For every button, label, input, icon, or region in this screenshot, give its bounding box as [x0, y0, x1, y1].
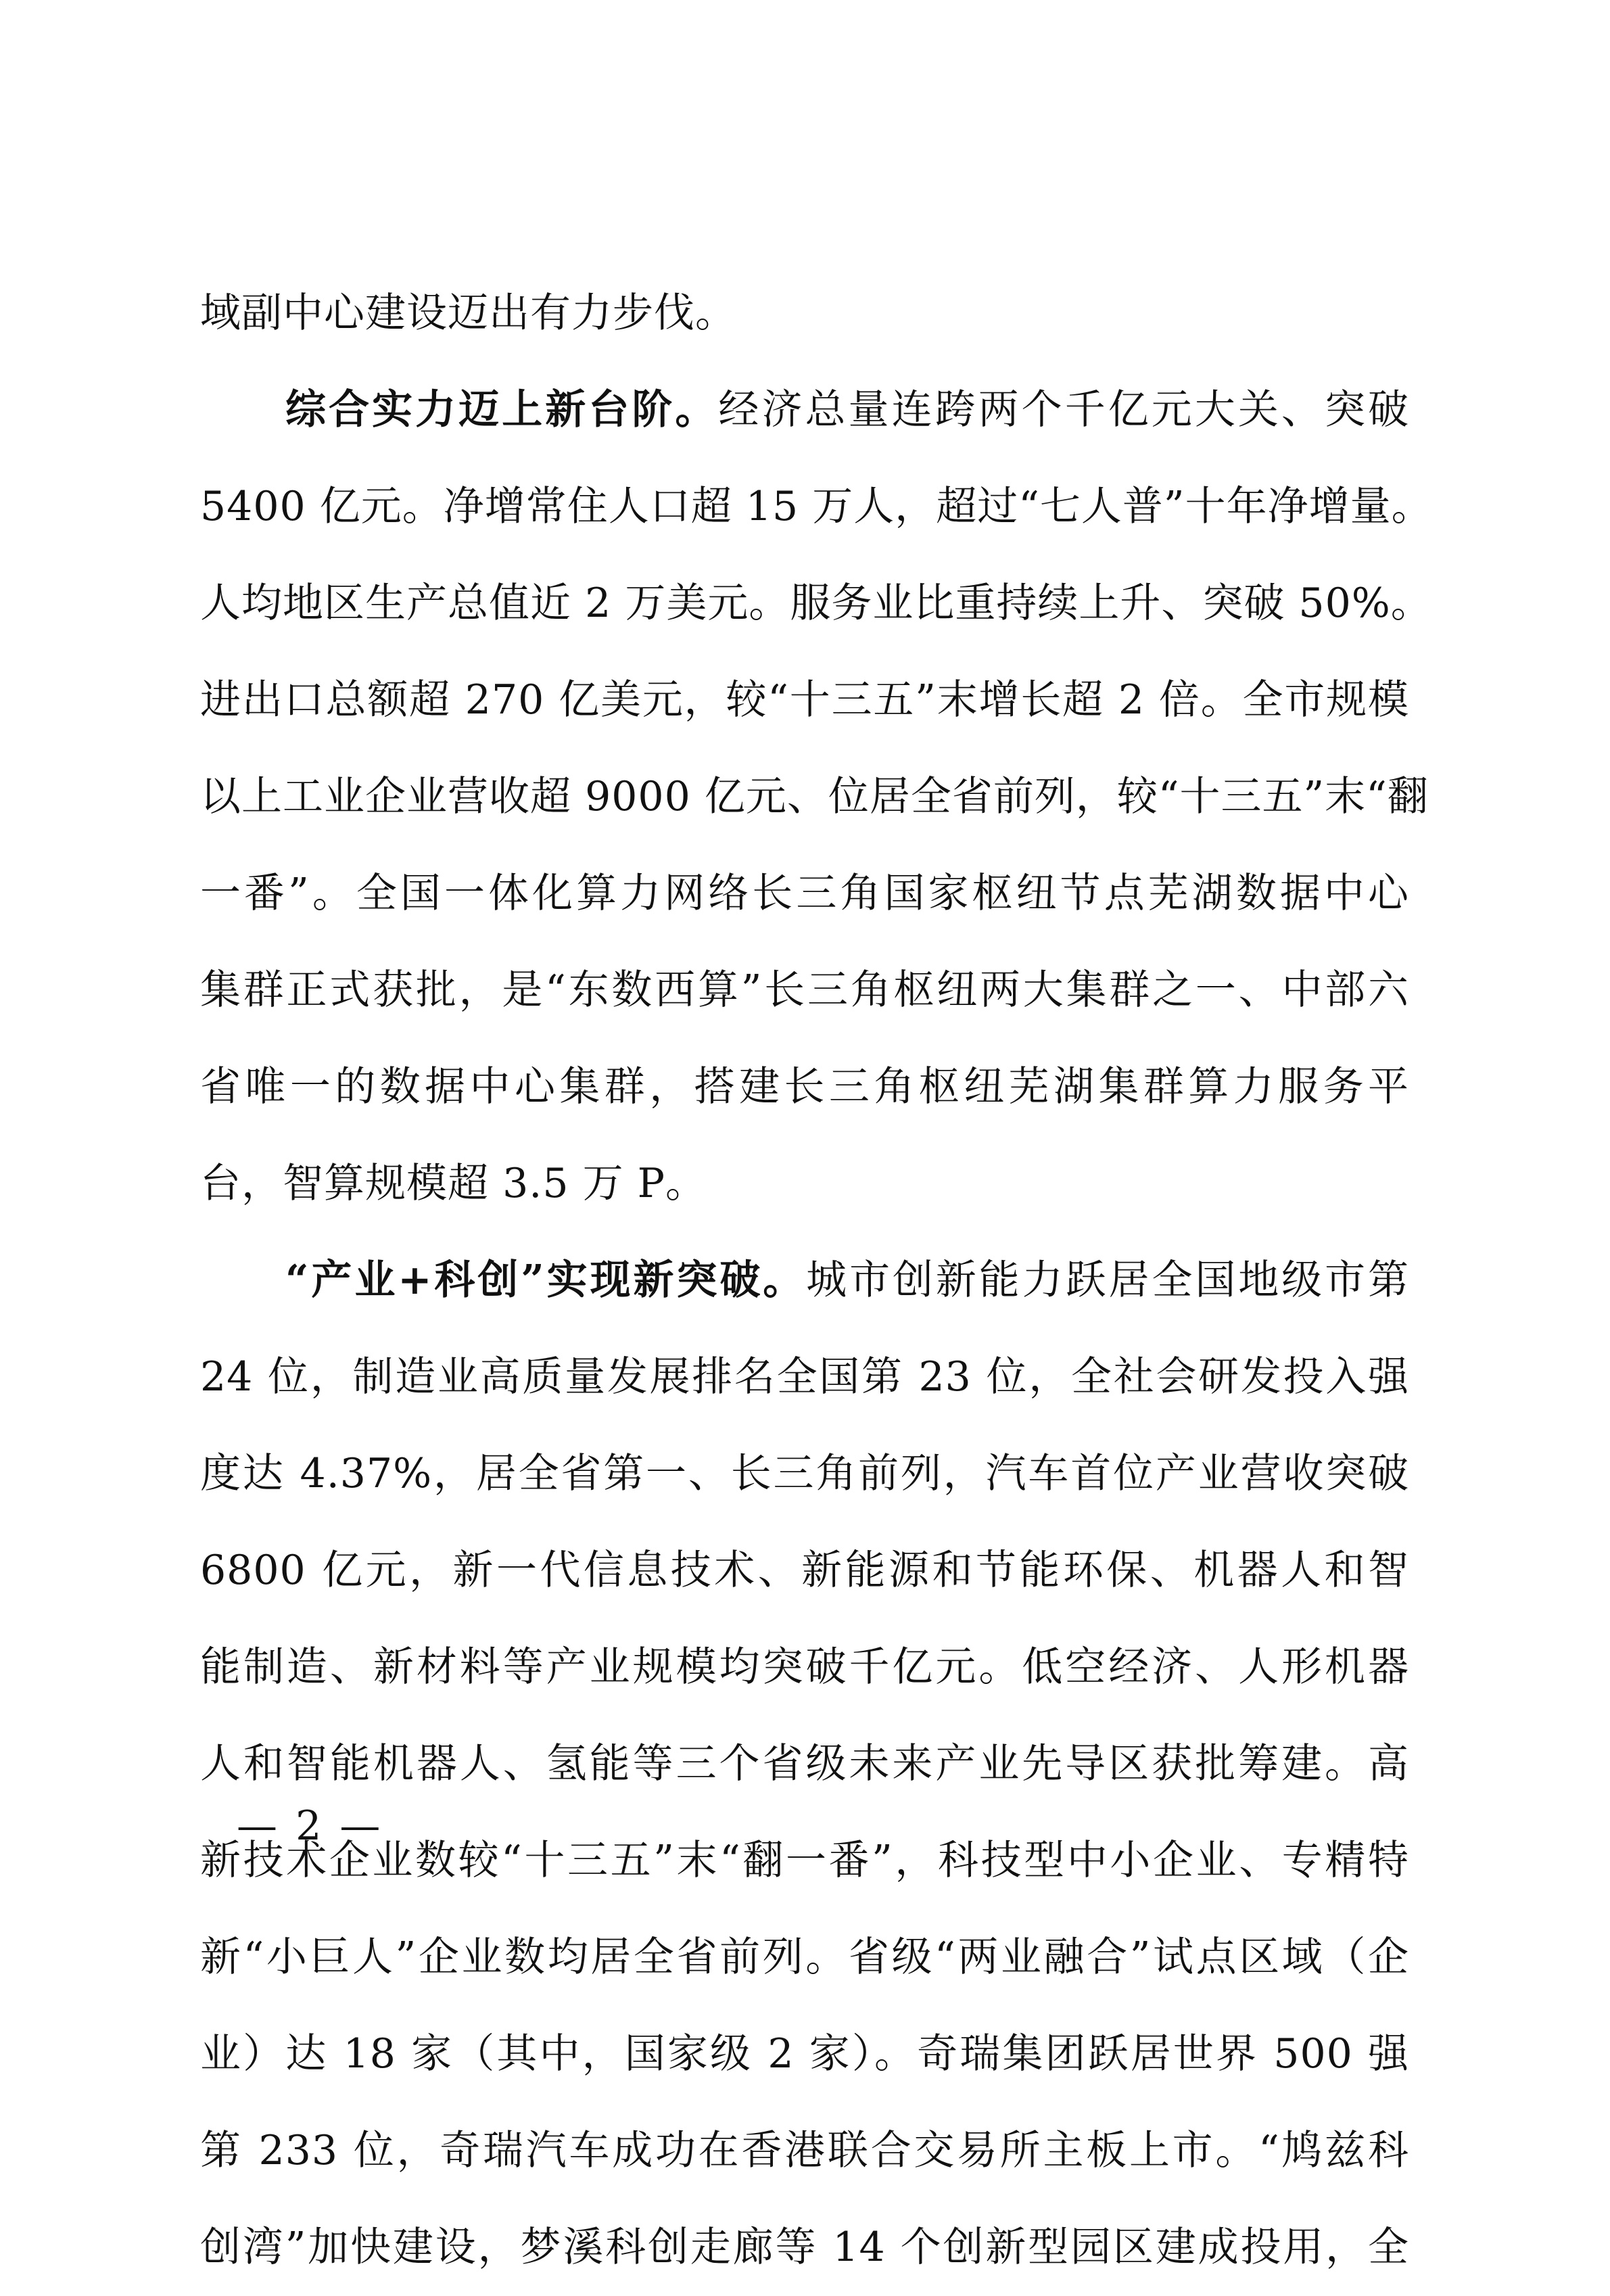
text-line: 域副中心建设迈出有力步伐。 — [200, 289, 736, 337]
text-line: 省唯一的数据中心集群，搭建长三角枢纽芜湖集群算力服务平 — [200, 1063, 1409, 1110]
text-segment: 经济总量连跨两个千亿元大关、突破 — [718, 386, 1410, 434]
paragraph-continuation — [200, 265, 1409, 362]
paragraph-heading: “产业+科创”实现新突破。 — [285, 1257, 807, 1304]
text-line: 新技术企业数较“十三五”末“翻一番”，科技型中小企业、专精特 — [200, 1837, 1409, 1884]
text-line: 6800 亿元，新一代信息技术、新能源和节能环保、机器人和智 — [200, 1547, 1409, 1594]
text-line: 5400 亿元。净增常住人口超 15 万人，超过“七人普”十年净增量。 — [200, 483, 1433, 530]
text-line: 以上工业企业营收超 9000 亿元、位居全省前列，较“十三五”末“翻 — [200, 773, 1429, 820]
text-line: 台，智算规模超 3.5 万 P。 — [200, 1160, 707, 1207]
text-line — [200, 362, 1409, 459]
text-line: 一番”。全国一体化算力网络长三角国家枢纽节点芜湖数据中心 — [200, 870, 1409, 917]
paragraph-heading: 综合实力迈上新台阶。 — [285, 386, 719, 434]
text-line: 新“小巨人”企业数均居全省前列。省级“两业融合”试点区域（企 — [200, 1934, 1409, 1981]
text-line: 度达 4.37%，居全省第一、长三角前列，汽车首位产业营收突破 — [200, 1450, 1409, 1497]
paragraph-comprehensive-strength — [200, 362, 1433, 1232]
paragraph-industry-innovation — [200, 1232, 1409, 2296]
page-number: — 2 — — [237, 1802, 383, 1850]
text-line: 集群正式获批，是“东数西算”长三角枢纽两大集群之一、中部六 — [200, 966, 1409, 1014]
text-line: 能制造、新材料等产业规模均突破千亿元。低空经济、人形机器 — [200, 1643, 1409, 1691]
text-line: 第 233 位，奇瑞汽车成功在香港联合交易所主板上市。“鸠兹科 — [200, 2127, 1409, 2174]
text-line — [200, 1232, 1409, 1329]
text-line: 进出口总额超 270 亿美元，较“十三五”末增长超 2 倍。全市规模 — [200, 676, 1409, 724]
text-line: 人和智能机器人、氢能等三个省级未来产业先导区获批筹建。高 — [200, 1740, 1409, 1787]
text-line: 业）达 18 家（其中，国家级 2 家）。奇瑞集团跃居世界 500 强 — [200, 2030, 1409, 2078]
document-body — [200, 265, 1433, 2296]
text-line: 人均地区生产总值近 2 万美元。服务业比重持续上升、突破 50%。 — [200, 580, 1432, 627]
text-segment: 城市创新能力跃居全国地级市第 — [806, 1257, 1410, 1304]
text-line: 创湾”加快建设，梦溪科创走廊等 14 个创新型园区建成投用，全 — [200, 2224, 1409, 2271]
text-line: 24 位，制造业高质量发展排名全国第 23 位，全社会研发投入强 — [200, 1353, 1409, 1401]
